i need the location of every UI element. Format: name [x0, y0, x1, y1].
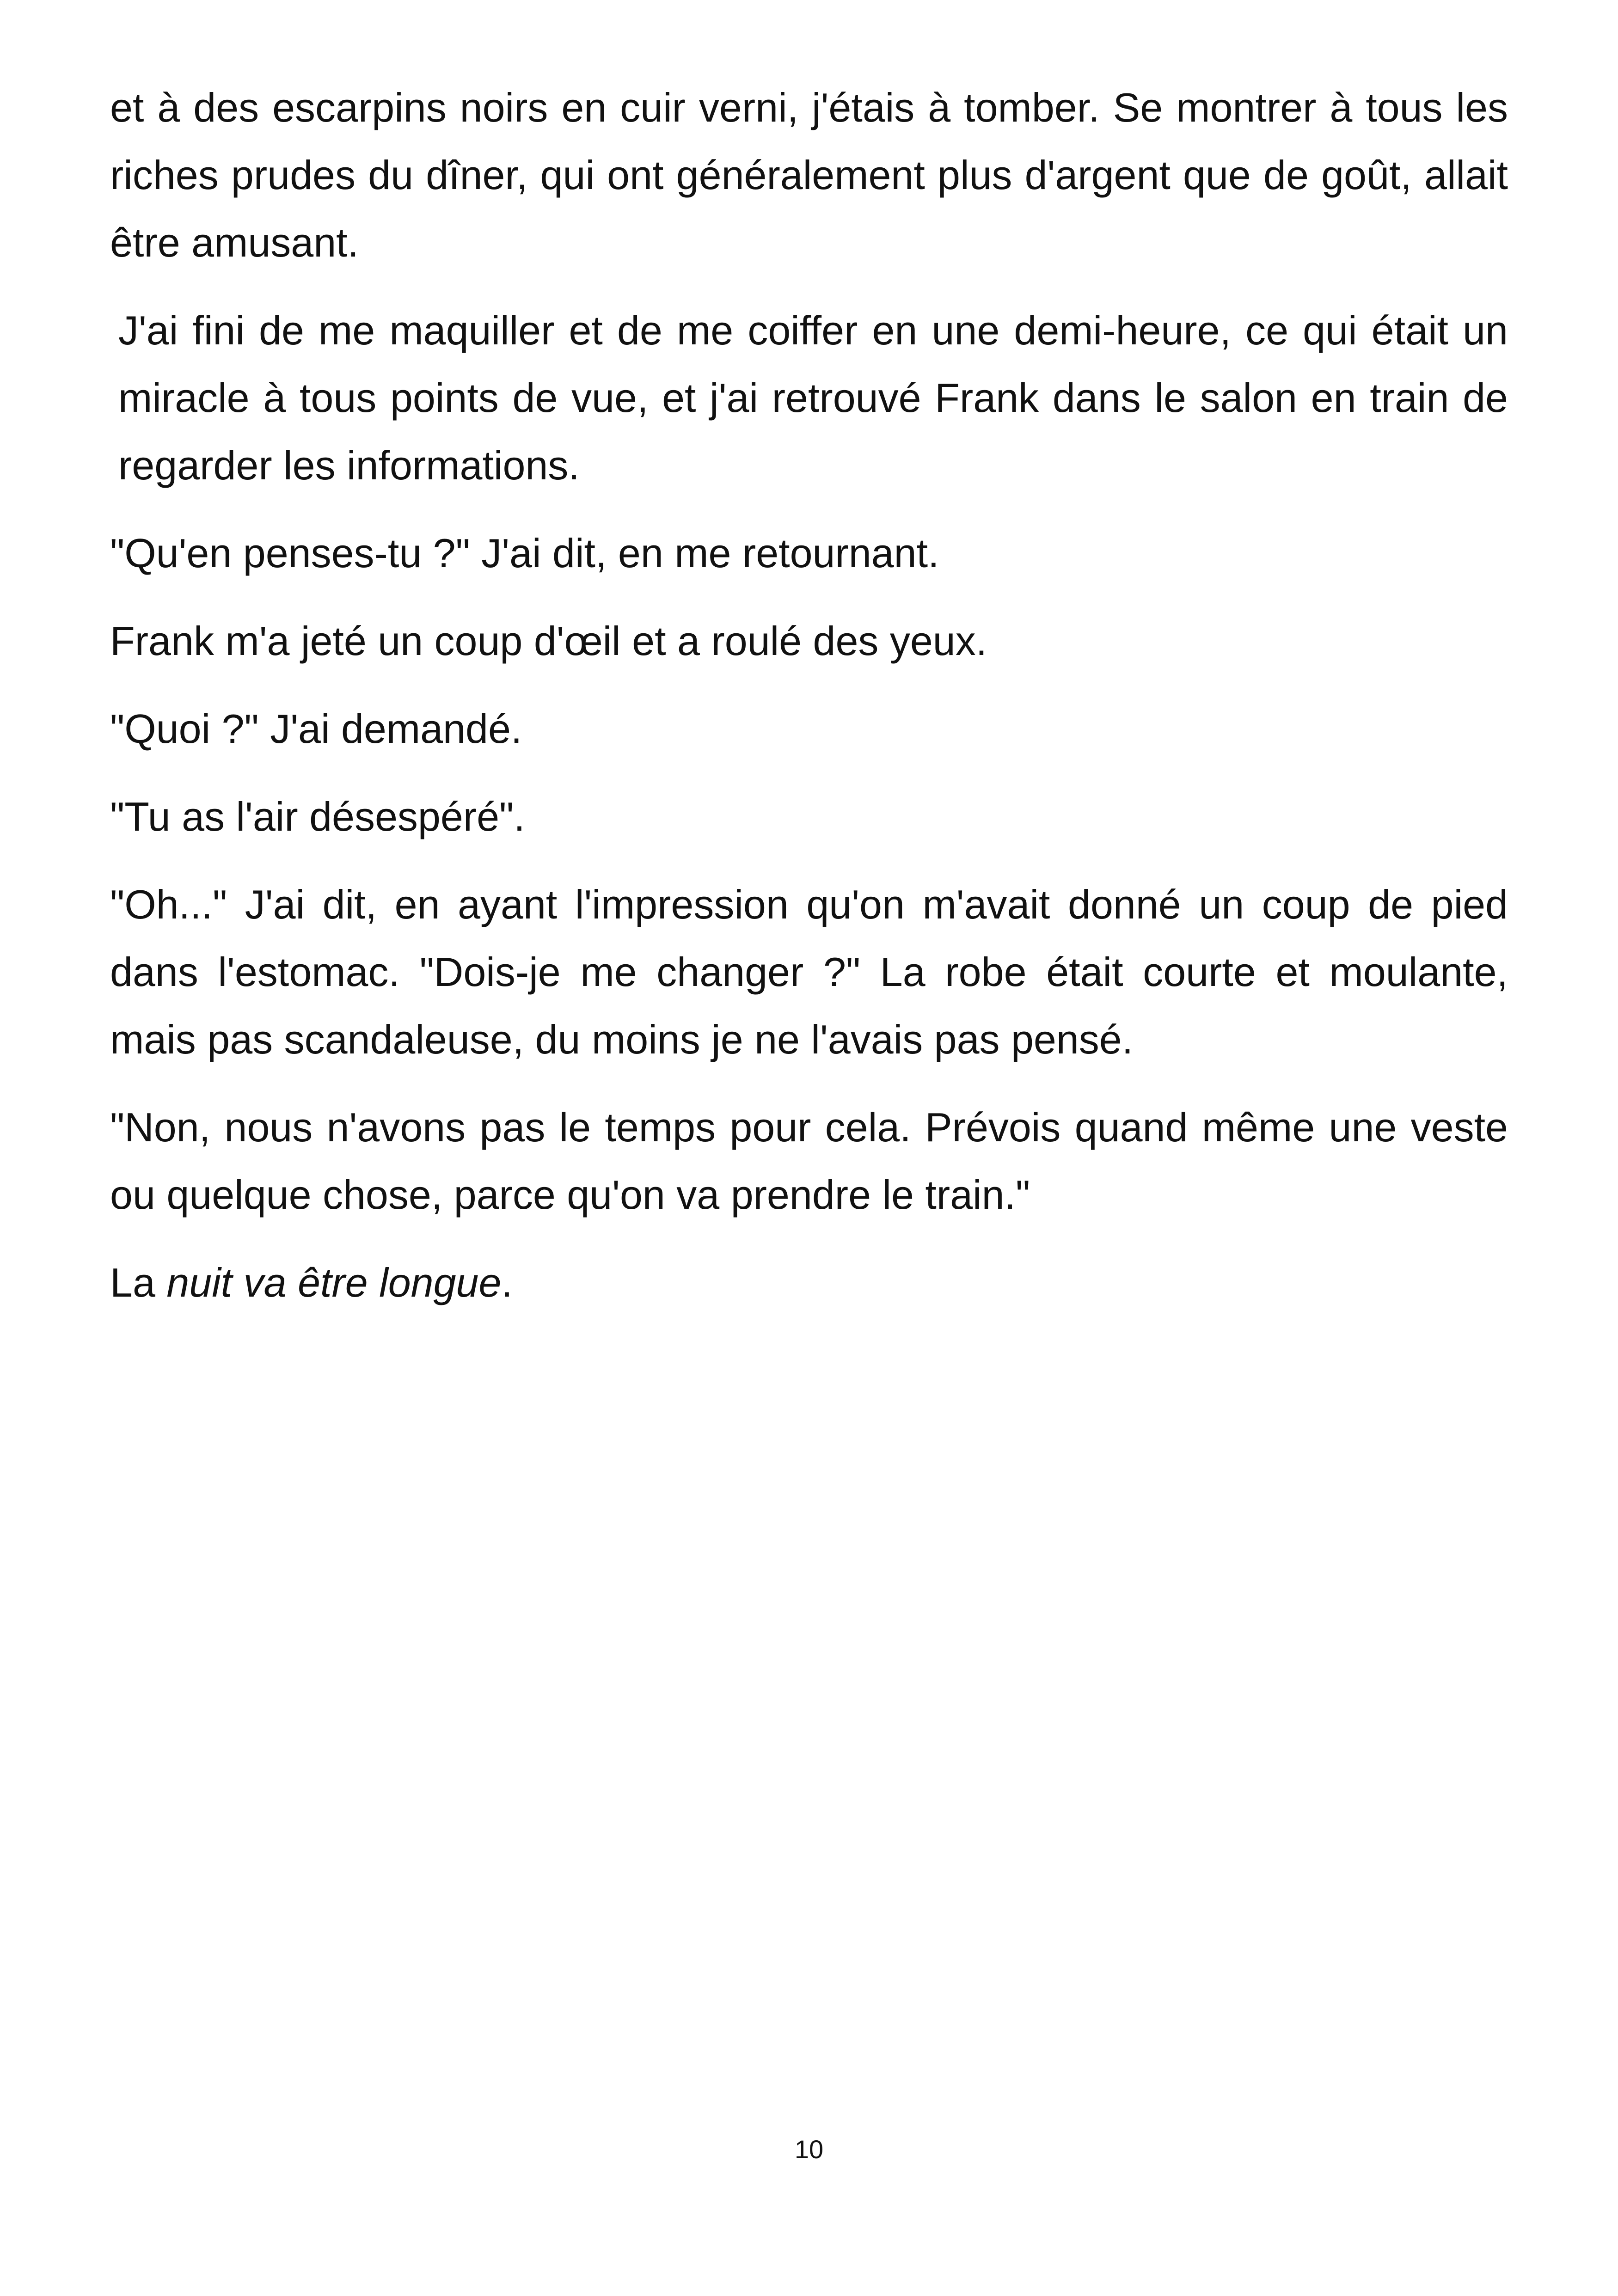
paragraph-2: J'ai fini de me maquiller et de me coiffer en une demi-heure, ce qui était un miracle à tous points de vue, et j'ai retrouvé Frank dans le salon en train de regarder les informations. — [118, 307, 1508, 488]
paragraph-3: "Qu'en penses-tu ?" J'ai dit, en me retournant. — [110, 530, 939, 576]
paragraph-4: Frank m'a jeté un coup d'œil et a roulé des yeux. — [110, 618, 987, 664]
paragraph-6: "Tu as l'air désespéré". — [110, 794, 525, 839]
paragraph-1: et à des escarpins noirs en cuir verni, j'étais à tomber. Se montrer à tous les riches prudes du dîner, qui ont généralement plus d'argent que de goût, allait être amusant. — [110, 85, 1508, 265]
paragraph-9-prefix: La — [110, 1260, 167, 1305]
page-number: 10 — [794, 2135, 824, 2164]
paragraph-8: "Non, nous n'avons pas le temps pour cela. Prévois quand même une veste ou quelque chose, parce qu'on va prendre le train." — [110, 1104, 1508, 1218]
paragraph-9 — [110, 1249, 1508, 1316]
body-text — [110, 74, 1508, 1337]
paragraph-9-italic: nuit va être longue — [166, 1260, 502, 1305]
paragraph-7: "Oh..." J'ai dit, en ayant l'impression qu'on m'avait donné un coup de pied dans l'estomac. "Dois-je me changer ?" La robe était courte et moulante, mais pas scandaleuse, du moins je ne l'avais pas pensé. — [110, 882, 1508, 1062]
paragraph-5: "Quoi ?" J'ai demandé. — [110, 706, 522, 752]
paragraph-9-suffix: . — [501, 1260, 513, 1305]
